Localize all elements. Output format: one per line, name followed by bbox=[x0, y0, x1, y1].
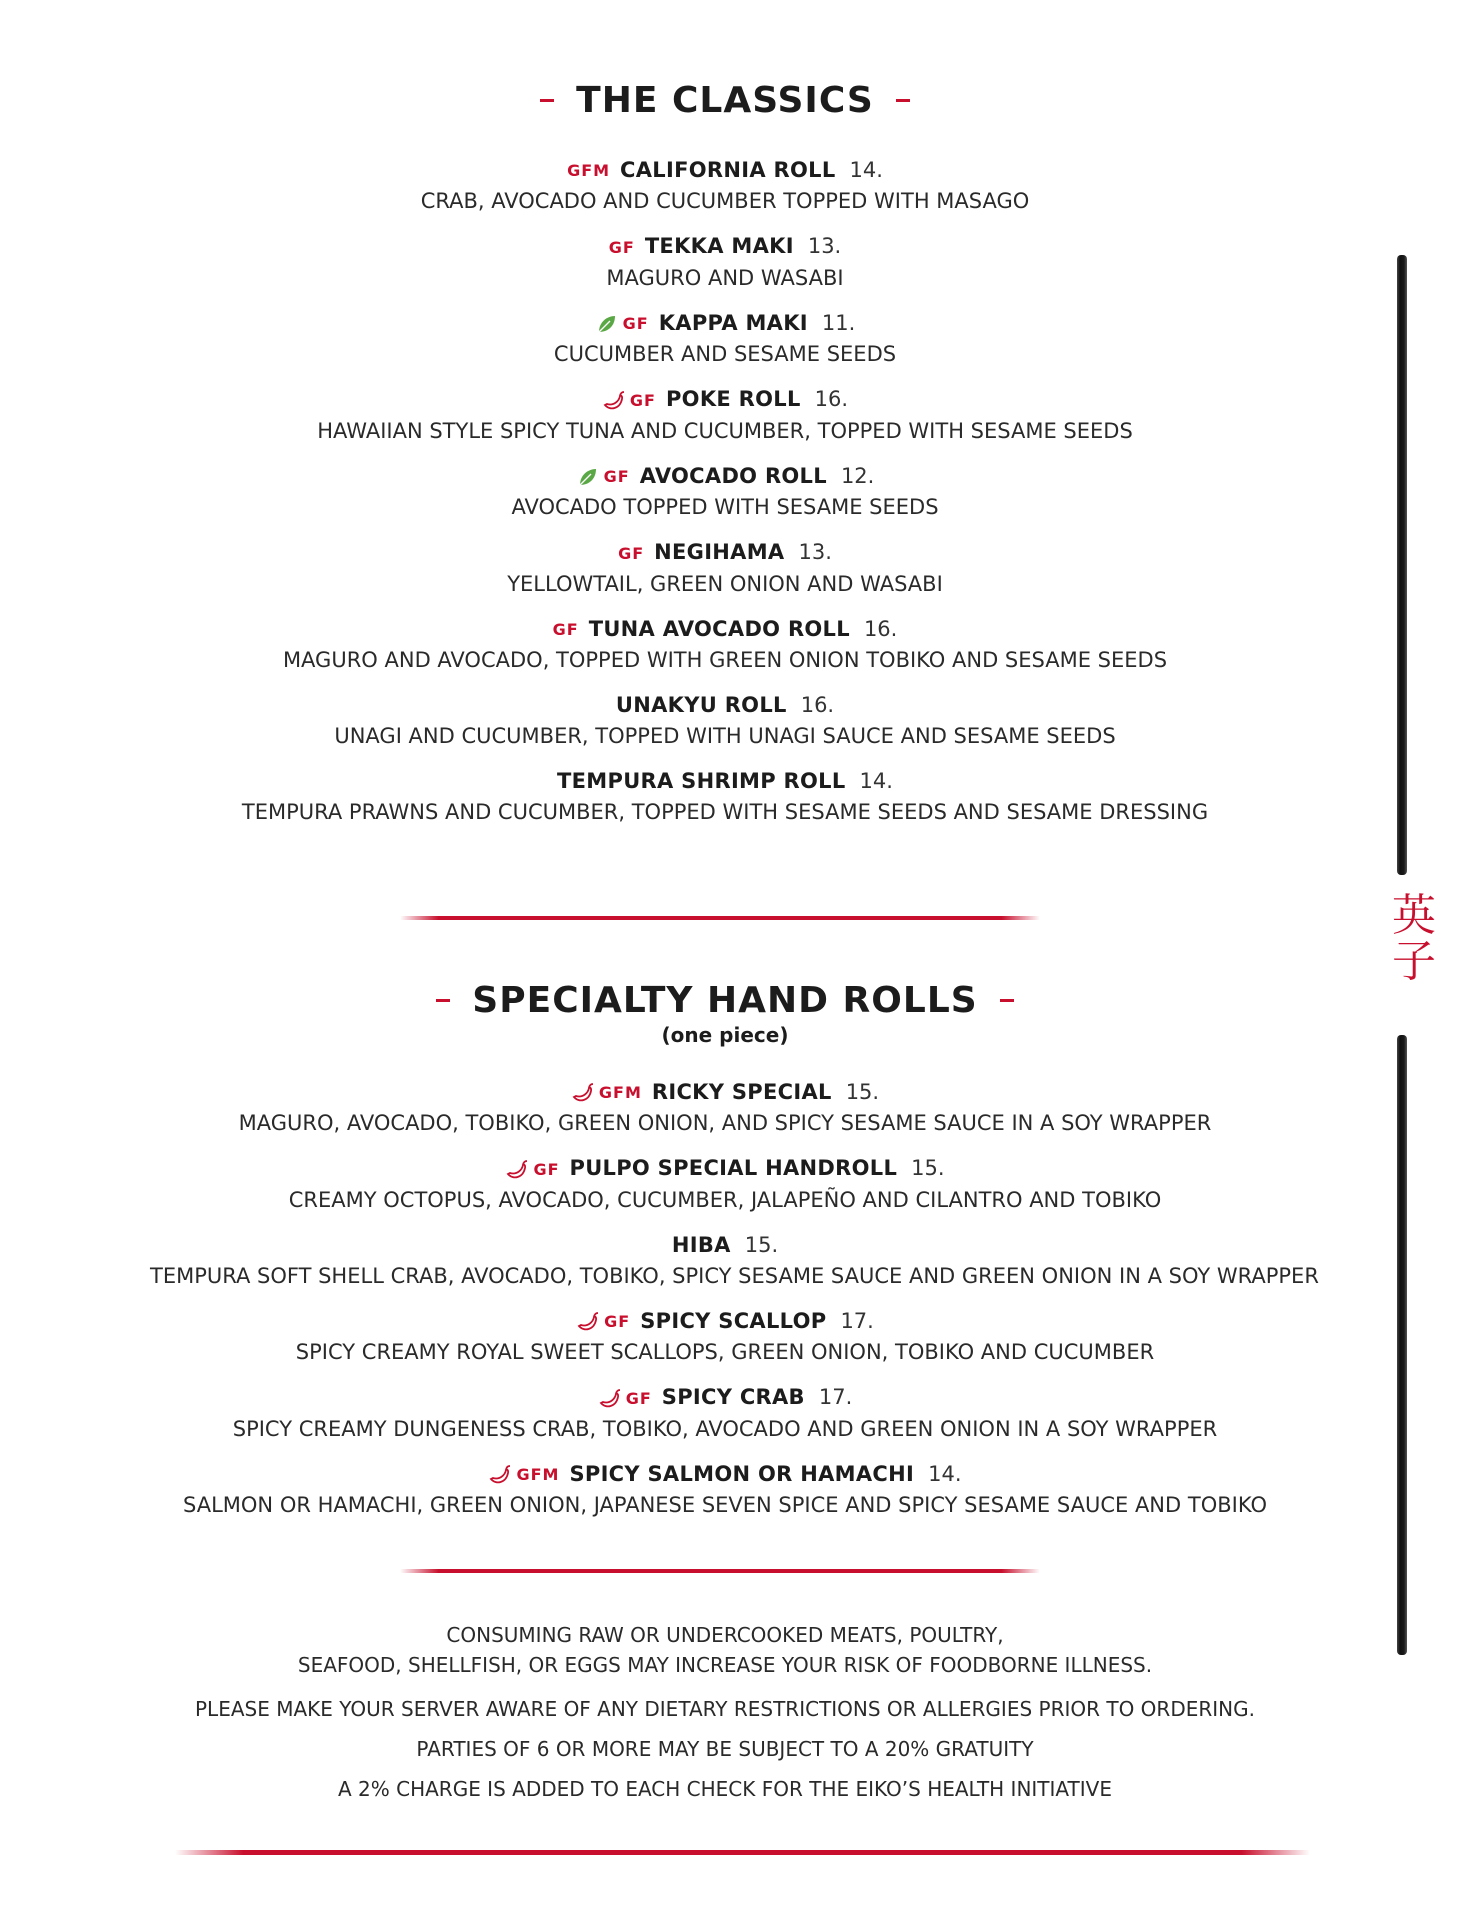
menu-item bbox=[150, 1077, 1300, 1138]
dietary-tag: GF bbox=[608, 237, 635, 257]
menu-item-description: CREAMY OCTOPUS, AVOCADO, CUCUMBER, JALAPEÑO AND CILANTRO AND TOBIKO bbox=[288, 1187, 1162, 1212]
menu-item-description: SPICY CREAMY DUNGENESS CRAB, TOBIKO, AVOCADO AND GREEN ONION IN A SOY WRAPPER bbox=[232, 1416, 1218, 1441]
menu-item-description: TEMPURA PRAWNS AND CUCUMBER, TOPPED WITH SESAME SEEDS AND SESAME DRESSING bbox=[241, 800, 1209, 825]
chili-pepper-icon bbox=[488, 1463, 512, 1487]
specialty-list bbox=[150, 1077, 1319, 1520]
menu-item-header bbox=[150, 1382, 1300, 1413]
divider-top bbox=[400, 916, 1040, 920]
menu-item-name: TEMPURA SHRIMP ROLL bbox=[557, 769, 846, 794]
menu-item bbox=[150, 308, 1300, 369]
dietary-tags bbox=[602, 386, 656, 416]
gratuity-note: PARTIES OF 6 OR MORE MAY BE SUBJECT TO A 20% GRATUITY bbox=[416, 1737, 1034, 1761]
menu-item-name: AVOCADO ROLL bbox=[639, 463, 827, 488]
menu-item bbox=[150, 384, 1300, 445]
dietary-tag: GF bbox=[618, 543, 645, 563]
menu-item-header bbox=[150, 614, 1300, 645]
dietary-tag: GF bbox=[625, 1388, 652, 1408]
dietary-tag: GF bbox=[622, 314, 649, 334]
classics-title-text: THE CLASSICS bbox=[576, 80, 874, 121]
menu-item-price: 14. bbox=[859, 769, 893, 794]
menu-item-description: HAWAIIAN STYLE SPICY TUNA AND CUCUMBER, TOPPED WITH SESAME SEEDS bbox=[317, 418, 1133, 443]
menu-item-header bbox=[150, 461, 1300, 492]
menu-item-header bbox=[150, 1077, 1300, 1108]
menu-item-header bbox=[150, 537, 1300, 568]
title-dash-right bbox=[896, 99, 910, 102]
allergy-note: PLEASE MAKE YOUR SERVER AWARE OF ANY DIETARY RESTRICTIONS OR ALLERGIES PRIOR TO ORDERING. bbox=[195, 1697, 1255, 1721]
menu-item-price: 16. bbox=[800, 693, 835, 718]
classics-title bbox=[150, 80, 1300, 121]
menu-item-name: POKE ROLL bbox=[665, 387, 801, 412]
dietary-tag: GFM bbox=[567, 161, 611, 181]
menu-item-price: 14. bbox=[928, 1461, 962, 1486]
warning-line-2: SEAFOOD, SHELLFISH, OR EGGS MAY INCREASE YOUR RISK OF FOODBORNE ILLNESS. bbox=[297, 1653, 1153, 1677]
dietary-tags bbox=[567, 156, 610, 186]
chili-pepper-icon bbox=[576, 1310, 600, 1334]
menu-item-header bbox=[150, 1153, 1300, 1184]
chili-pepper-icon bbox=[505, 1158, 529, 1182]
menu-item-description: MAGURO AND AVOCADO, TOPPED WITH GREEN ONION TOBIKO AND SESAME SEEDS bbox=[282, 648, 1168, 673]
menu-item-name: PULPO SPECIAL HANDROLL bbox=[569, 1156, 898, 1181]
chili-pepper-icon bbox=[598, 1387, 622, 1411]
side-brush-bottom bbox=[1397, 1035, 1407, 1655]
specialty-section bbox=[150, 980, 1319, 1535]
menu-item bbox=[150, 461, 1300, 522]
menu-item bbox=[150, 537, 1300, 598]
dietary-tag: GF bbox=[533, 1159, 560, 1179]
menu-item bbox=[150, 690, 1300, 751]
menu-item-name: NEGIHAMA bbox=[654, 540, 785, 565]
side-brush-top bbox=[1397, 255, 1407, 875]
dietary-tags bbox=[505, 1155, 559, 1185]
dietary-tags bbox=[576, 462, 630, 492]
menu-item-price: 12. bbox=[840, 463, 875, 488]
menu-item bbox=[150, 1382, 1300, 1443]
chili-pepper-icon bbox=[602, 389, 626, 413]
dietary-tags bbox=[618, 539, 644, 569]
menu-item bbox=[150, 1459, 1300, 1520]
menu-item-header bbox=[150, 1459, 1300, 1490]
menu-item bbox=[150, 1306, 1300, 1367]
specialty-subtitle: (one piece) bbox=[661, 1023, 789, 1047]
classics-section bbox=[150, 80, 1300, 842]
menu-item-description: CUCUMBER AND SESAME SEEDS bbox=[553, 342, 897, 367]
menu-item-description: SPICY CREAMY ROYAL SWEET SCALLOPS, GREEN ONION, TOBIKO AND CUCUMBER bbox=[295, 1340, 1155, 1365]
menu-item-price: 15. bbox=[911, 1156, 945, 1181]
dietary-tag: GF bbox=[552, 620, 579, 640]
menu-item-price: 15. bbox=[845, 1080, 880, 1104]
menu-item-price: 16. bbox=[863, 616, 898, 641]
menu-item-header bbox=[150, 1230, 1300, 1261]
health-note: A 2% CHARGE IS ADDED TO EACH CHECK FOR THE EIKO’S HEALTH INITIATIVE bbox=[337, 1777, 1112, 1801]
footer-brush bbox=[175, 1850, 1310, 1855]
dietary-tags bbox=[553, 615, 579, 645]
menu-item-name: SPICY CRAB bbox=[661, 1385, 805, 1410]
title-dash-left bbox=[436, 999, 450, 1002]
menu-item-name: RICKY SPECIAL bbox=[651, 1080, 832, 1104]
warning-line-1: CONSUMING RAW OR UNDERCOOKED MEATS, POULTRY, bbox=[446, 1623, 1004, 1647]
menu-item-price: 15. bbox=[744, 1232, 779, 1257]
menu-item-price: 13. bbox=[807, 234, 842, 259]
menu-item-price: 13. bbox=[798, 540, 832, 565]
menu-item-name: TUNA AVOCADO ROLL bbox=[588, 616, 850, 641]
menu-item-name: CALIFORNIA ROLL bbox=[620, 158, 836, 182]
menu-item-header bbox=[150, 308, 1300, 339]
menu-item-description: SALMON OR HAMACHI, GREEN ONION, JAPANESE SEVEN SPICE AND SPICY SESAME SAUCE AND TOBIKO bbox=[183, 1493, 1267, 1518]
menu-item-header bbox=[150, 1306, 1300, 1337]
specialty-title-text: SPECIALTY HAND ROLLS bbox=[472, 980, 978, 1021]
leaf-icon bbox=[595, 312, 619, 336]
logo-glyph-top: 英 bbox=[1392, 890, 1436, 941]
menu-item-header bbox=[150, 690, 1300, 721]
menu-item-name: TEKKA MAKI bbox=[644, 234, 794, 259]
dietary-tags bbox=[598, 1384, 652, 1414]
menu-item-description: CRAB, AVOCADO AND CUCUMBER TOPPED WITH MASAGO bbox=[420, 189, 1030, 214]
chili-pepper-icon bbox=[571, 1081, 595, 1105]
menu-item-header bbox=[150, 155, 1300, 186]
menu-item-price: 16. bbox=[814, 387, 849, 412]
menu-item-price: 17. bbox=[840, 1308, 874, 1333]
menu-item-name: UNAKYU ROLL bbox=[615, 693, 787, 718]
menu-item bbox=[150, 766, 1300, 827]
menu-item bbox=[150, 1153, 1300, 1214]
logo-glyph-bottom: 子 bbox=[1392, 936, 1436, 987]
menu-item-description: AVOCADO TOPPED WITH SESAME SEEDS bbox=[511, 495, 939, 520]
menu-item-header bbox=[150, 231, 1300, 262]
menu-item-name: HIBA bbox=[671, 1232, 731, 1257]
menu-item-description: TEMPURA SOFT SHELL CRAB, AVOCADO, TOBIKO, SPICY SESAME SAUCE AND GREEN ONION IN A SOY WRAPPER bbox=[150, 1263, 1319, 1288]
notes-section bbox=[150, 1620, 1300, 1804]
eiko-logo bbox=[1384, 890, 1444, 987]
menu-item-description: MAGURO AND WASABI bbox=[606, 265, 844, 290]
dietary-tags bbox=[609, 233, 635, 263]
dietary-tag: GF bbox=[604, 1312, 631, 1332]
menu-item bbox=[150, 155, 1300, 216]
dietary-tag: GFM bbox=[598, 1083, 642, 1103]
dietary-tag: GFM bbox=[516, 1465, 560, 1485]
menu-item bbox=[150, 1230, 1319, 1291]
leaf-icon bbox=[576, 465, 600, 489]
menu-item-name: SPICY SCALLOP bbox=[640, 1308, 827, 1333]
dietary-tag: GF bbox=[603, 467, 630, 487]
menu-item-price: 14. bbox=[849, 158, 883, 182]
menu-item-price: 11. bbox=[821, 310, 856, 335]
menu-item-description: MAGURO, AVOCADO, TOBIKO, GREEN ONION, AND SPICY SESAME SAUCE IN A SOY WRAPPER bbox=[238, 1111, 1212, 1136]
title-dash-right bbox=[1000, 999, 1014, 1002]
dietary-tags bbox=[576, 1307, 630, 1337]
menu-item-name: KAPPA MAKI bbox=[658, 310, 808, 335]
dietary-tag: GF bbox=[629, 390, 656, 410]
specialty-title bbox=[150, 980, 1300, 1021]
menu-item-description: UNAGI AND CUCUMBER, TOPPED WITH UNAGI SAUCE AND SESAME SEEDS bbox=[334, 724, 1116, 749]
menu-item bbox=[150, 614, 1300, 675]
divider-bottom bbox=[400, 1569, 1040, 1573]
dietary-tags bbox=[571, 1078, 642, 1108]
classics-list bbox=[150, 155, 1300, 827]
title-dash-left bbox=[540, 99, 554, 102]
dietary-tags bbox=[488, 1460, 559, 1490]
menu-item-price: 17. bbox=[818, 1385, 853, 1410]
menu-item-header bbox=[150, 766, 1300, 797]
menu-item-header bbox=[150, 384, 1300, 415]
menu-item bbox=[150, 231, 1300, 292]
menu-item-name: SPICY SALMON OR HAMACHI bbox=[569, 1461, 915, 1486]
menu-item-description: YELLOWTAIL, GREEN ONION AND WASABI bbox=[507, 571, 943, 596]
dietary-tags bbox=[595, 309, 649, 339]
